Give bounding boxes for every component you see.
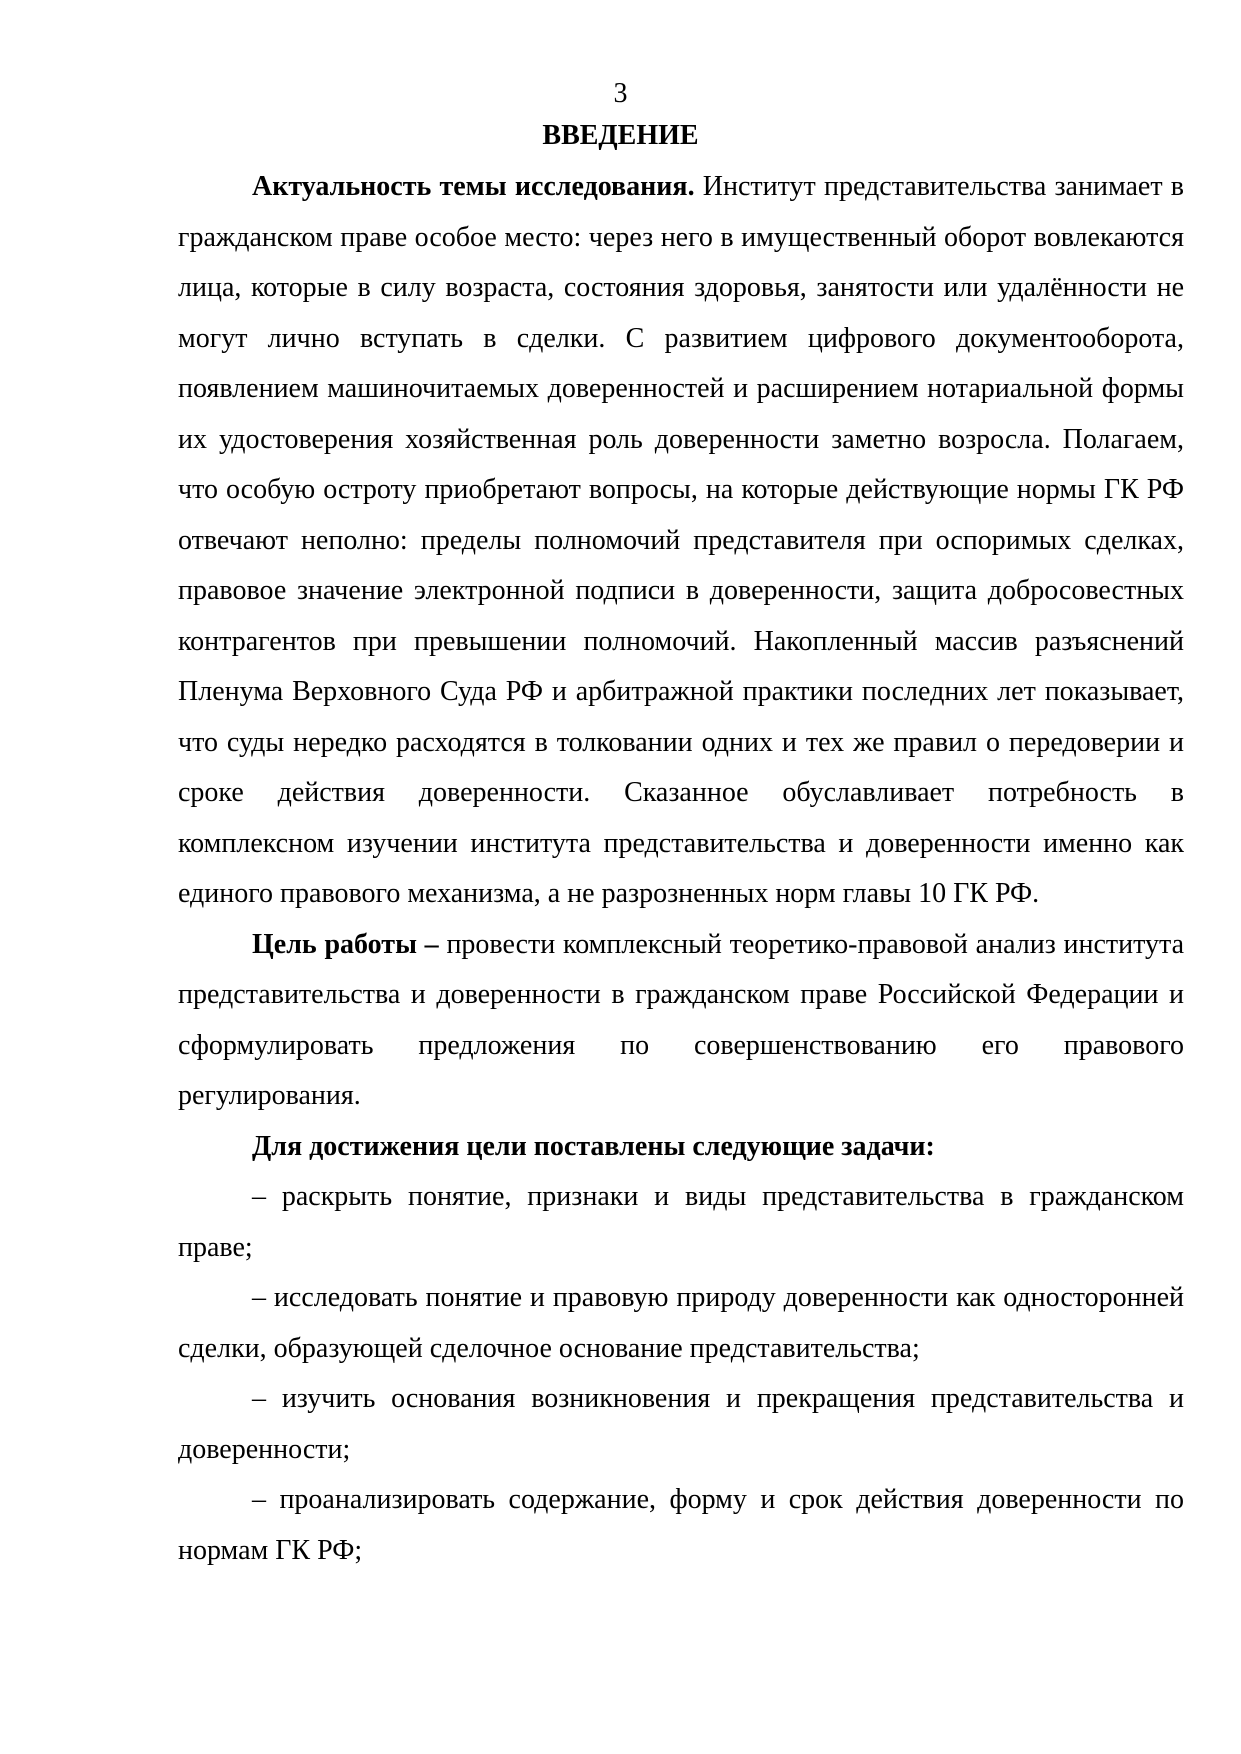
relevance-label: Актуальность темы исследования.: [252, 171, 695, 202]
task-item: – раскрыть понятие, признаки и виды представительства в гражданском праве;: [178, 1181, 1184, 1263]
tasks-heading: Для достижения цели поставлены следующие задачи:: [252, 1130, 935, 1162]
page-number: 3: [613, 78, 628, 109]
task-item: – исследовать понятие и правовую природу доверенности как односторонней сделки, образующей сделочное основание представительства;: [178, 1282, 1184, 1364]
goal-text: провести комплексный теоретико-правовой анализ института представительства и доверенности в гражданском праве Российской Федерации и сформулировать предложения по совершенствованию его правового регулирования.: [178, 928, 1184, 1111]
document-body: [178, 162, 1184, 1576]
goal-label: Цель работы –: [252, 928, 439, 960]
relevance-text: Институт представительства занимает в гражданском праве особое место: через него в имущественный оборот вовлекаются лица, которые в силу возраста, состояния здоровья, занятости или удалённости не могут лично вступать в сделки. С развитием цифрового документооборота, появлением машиночитаемых доверенностей и расширением нотариальной формы их удостоверения хозяйственная роль доверенности заметно возросла. Полагаем, что особую остроту приобретают вопросы, на которые действующие нормы ГК РФ отвечают неполно: пределы полномочий представителя при оспоримых сделках, правовое значение электронной подписи в доверенности, защита добросовестных контрагентов при превышении полномочий. Накопленный массив разъяснений Пленума Верховного Суда РФ и арбитражной практики последних лет показывает, что суды нередко расходятся в толковании одних и тех же правил о передоверии и сроке действия доверенности. Сказанное обуславливает потребность в комплексном изучении института представительства и доверенности именно как единого правового механизма, а не разрозненных норм главы 10 ГК РФ.: [178, 171, 1185, 909]
task-item: – проанализировать содержание, форму и срок действия доверенности по нормам ГК РФ;: [178, 1484, 1184, 1566]
goal-paragraph: [178, 920, 1184, 1122]
task-item: – изучить основания возникновения и прекращения представительства и доверенности;: [178, 1383, 1184, 1465]
relevance-paragraph: [178, 162, 1184, 920]
section-heading: ВВЕДЕНИЕ: [542, 120, 699, 151]
